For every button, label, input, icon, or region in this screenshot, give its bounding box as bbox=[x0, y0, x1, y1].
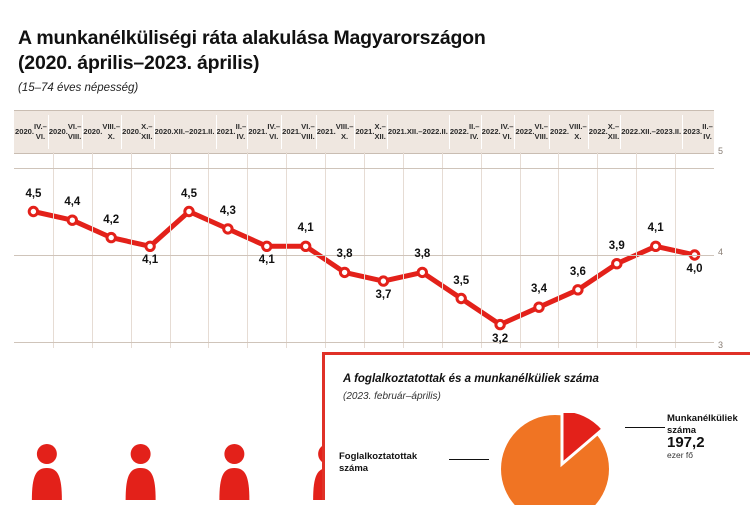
vertical-gridline bbox=[208, 152, 209, 348]
y-tick-label-5: 5 bbox=[718, 146, 724, 156]
inset-title: A foglalkoztatottak és a munkanélküliek száma bbox=[343, 373, 599, 385]
person-silhouette-icon bbox=[126, 444, 156, 500]
period-header-line: 2021.XII.– bbox=[387, 127, 423, 136]
pie-chart-svg bbox=[493, 413, 623, 505]
data-point-label: 3,5 bbox=[453, 274, 470, 287]
data-point-marker bbox=[68, 216, 76, 224]
period-header-cell bbox=[514, 111, 549, 153]
data-point-label: 4,2 bbox=[103, 213, 120, 226]
period-header-line: X.–XII. bbox=[607, 122, 620, 141]
period-header-cell bbox=[449, 111, 481, 153]
vertical-gridline bbox=[675, 152, 676, 348]
data-point-label: 3,9 bbox=[608, 239, 625, 252]
callout-unemployed-value: 197,2 bbox=[667, 434, 705, 451]
period-header-line: 2020. bbox=[48, 127, 68, 136]
inset-subtitle: (2023. február–április) bbox=[343, 391, 441, 402]
period-header-line: 2021. bbox=[355, 127, 375, 136]
period-header-line: IV.–VI. bbox=[500, 122, 514, 141]
period-header-line: 2021. bbox=[282, 127, 302, 136]
period-header-cell bbox=[481, 111, 515, 153]
data-point-label: 4,1 bbox=[647, 222, 664, 235]
callout-unemployed-unit: ezer fő bbox=[667, 450, 693, 460]
period-header-line: VI.–VIII. bbox=[67, 122, 82, 141]
callout-employed bbox=[339, 451, 447, 475]
data-point-label: 3,6 bbox=[569, 265, 586, 278]
period-header-line: 2022.XII.– bbox=[621, 127, 656, 136]
period-header-line: 2022. bbox=[550, 127, 570, 136]
data-point-marker bbox=[224, 225, 232, 233]
vertical-gridline bbox=[364, 152, 365, 348]
data-point-marker bbox=[340, 268, 348, 276]
data-point-label: 4,1 bbox=[297, 222, 314, 235]
y-tick-label-4: 4 bbox=[718, 247, 724, 257]
period-header-line: 2023.II. bbox=[655, 127, 682, 136]
period-header-line: VI.–VIII. bbox=[534, 122, 549, 141]
period-header-cell bbox=[48, 111, 83, 153]
data-point-marker bbox=[457, 294, 465, 302]
period-header-cell bbox=[82, 111, 121, 153]
period-header-line: VIII.–X. bbox=[102, 122, 121, 141]
data-point-marker bbox=[263, 242, 271, 250]
period-header-line: 2022. bbox=[481, 127, 501, 136]
data-point-marker bbox=[535, 303, 543, 311]
period-header-cell bbox=[154, 111, 216, 153]
period-header-line: 2023. bbox=[683, 127, 703, 136]
vertical-gridline bbox=[131, 152, 132, 348]
data-point-label: 4,1 bbox=[258, 254, 275, 267]
period-header-line: X.–XII. bbox=[374, 122, 386, 141]
period-header-cell bbox=[387, 111, 449, 153]
period-header-cell bbox=[316, 111, 355, 153]
data-point-marker bbox=[379, 277, 387, 285]
data-point-marker bbox=[29, 207, 37, 215]
inset-panel bbox=[322, 352, 750, 500]
period-header-line: 2022.II. bbox=[422, 127, 448, 136]
period-header-cell bbox=[549, 111, 588, 153]
callout-employed-line-2: száma bbox=[339, 463, 369, 474]
period-header-line: 2022. bbox=[515, 127, 535, 136]
data-point-marker bbox=[574, 286, 582, 294]
period-header-line: 2021.II. bbox=[189, 127, 215, 136]
callout-unemployed-line-2: száma bbox=[667, 425, 697, 436]
page-subtitle: (15–74 éves népesség) bbox=[18, 82, 139, 94]
data-point-label: 3,8 bbox=[414, 248, 431, 261]
data-point-marker bbox=[146, 242, 154, 250]
vertical-gridline bbox=[442, 152, 443, 348]
period-header-line: 2020. bbox=[15, 127, 35, 136]
period-header-line: 2022. bbox=[449, 127, 469, 136]
data-point-label: 3,7 bbox=[375, 289, 392, 302]
pie-chart bbox=[493, 413, 623, 505]
data-point-label: 4,1 bbox=[142, 254, 159, 267]
person-silhouette-icon bbox=[32, 444, 62, 500]
page-title-line-1: A munkanélküliségi ráta alakulása Magyarországon bbox=[18, 27, 486, 49]
person-silhouette-icon bbox=[219, 444, 249, 500]
period-header-cell bbox=[620, 111, 682, 153]
period-header-line: 2021. bbox=[216, 127, 236, 136]
period-header-line: VI.–VIII. bbox=[301, 122, 315, 141]
y-tick-label-3: 3 bbox=[718, 340, 724, 350]
period-header-line: 2021. bbox=[316, 127, 336, 136]
vertical-gridline bbox=[636, 152, 637, 348]
vertical-gridline bbox=[597, 152, 598, 348]
leader-line-employed bbox=[449, 459, 489, 460]
period-header-cell bbox=[121, 111, 153, 153]
vertical-gridline bbox=[403, 152, 404, 348]
vertical-gridline bbox=[481, 152, 482, 348]
period-header-line: 2022. bbox=[588, 127, 608, 136]
horizontal-gridline bbox=[14, 255, 714, 256]
data-point-marker bbox=[185, 207, 193, 215]
data-point-label: 4,3 bbox=[219, 204, 236, 217]
chart-plot-area bbox=[14, 152, 714, 348]
period-header-cell bbox=[247, 111, 281, 153]
data-point-label: 4,5 bbox=[25, 187, 42, 200]
vertical-gridline bbox=[170, 152, 171, 348]
period-header-cell bbox=[216, 111, 248, 153]
period-header-line: II.–IV. bbox=[702, 122, 713, 141]
vertical-gridline bbox=[92, 152, 93, 348]
data-point-label: 3,2 bbox=[492, 332, 509, 345]
callout-unemployed-line-1: Munkanélküliek bbox=[667, 413, 738, 424]
data-point-label: 4,4 bbox=[64, 196, 81, 209]
period-header-line: II.–IV. bbox=[235, 122, 247, 141]
period-header-line: VIII.–X. bbox=[569, 122, 587, 141]
period-header-cell bbox=[281, 111, 316, 153]
vertical-gridline bbox=[247, 152, 248, 348]
vertical-gridline bbox=[520, 152, 521, 348]
data-point-label: 4,0 bbox=[686, 263, 703, 275]
data-point-marker bbox=[107, 233, 115, 241]
period-header-line: IV.–VI. bbox=[267, 122, 281, 141]
page-title-line-2: (2020. április–2023. április) bbox=[18, 52, 260, 74]
horizontal-gridline bbox=[14, 342, 714, 343]
period-header-line: 2020. bbox=[122, 127, 142, 136]
period-header-line: X.–XII. bbox=[141, 122, 153, 141]
period-header-line: IV.–VI. bbox=[34, 122, 47, 141]
vertical-gridline bbox=[558, 152, 559, 348]
callout-employed-line-1: Foglalkoztatottak bbox=[339, 451, 418, 462]
period-header-line: 2021. bbox=[248, 127, 268, 136]
period-header-cell bbox=[14, 111, 48, 153]
period-header-line: VIII.–X. bbox=[335, 122, 354, 141]
period-header-line: 2020.XII.– bbox=[154, 127, 190, 136]
period-header-line: II.–IV. bbox=[468, 122, 480, 141]
vertical-gridline bbox=[53, 152, 54, 348]
period-header-line: 2020. bbox=[83, 127, 103, 136]
data-point-label: 3,4 bbox=[531, 283, 547, 296]
callout-unemployed bbox=[667, 413, 750, 461]
period-header-cell bbox=[682, 111, 714, 153]
title-block bbox=[18, 26, 718, 94]
line-chart bbox=[14, 110, 736, 350]
leader-line-unemployed bbox=[625, 427, 665, 428]
horizontal-gridline bbox=[14, 168, 714, 169]
data-point-label: 3,8 bbox=[336, 248, 353, 261]
data-point-marker bbox=[613, 260, 621, 268]
data-point-marker bbox=[652, 242, 660, 250]
data-point-marker bbox=[302, 242, 310, 250]
period-header-cell bbox=[588, 111, 620, 153]
data-point-marker bbox=[418, 268, 426, 276]
vertical-gridline bbox=[325, 152, 326, 348]
data-point-label: 4,5 bbox=[181, 187, 197, 200]
period-header-cell bbox=[354, 111, 386, 153]
vertical-gridline bbox=[286, 152, 287, 348]
x-axis-period-header bbox=[14, 110, 714, 154]
data-point-marker bbox=[496, 320, 504, 328]
